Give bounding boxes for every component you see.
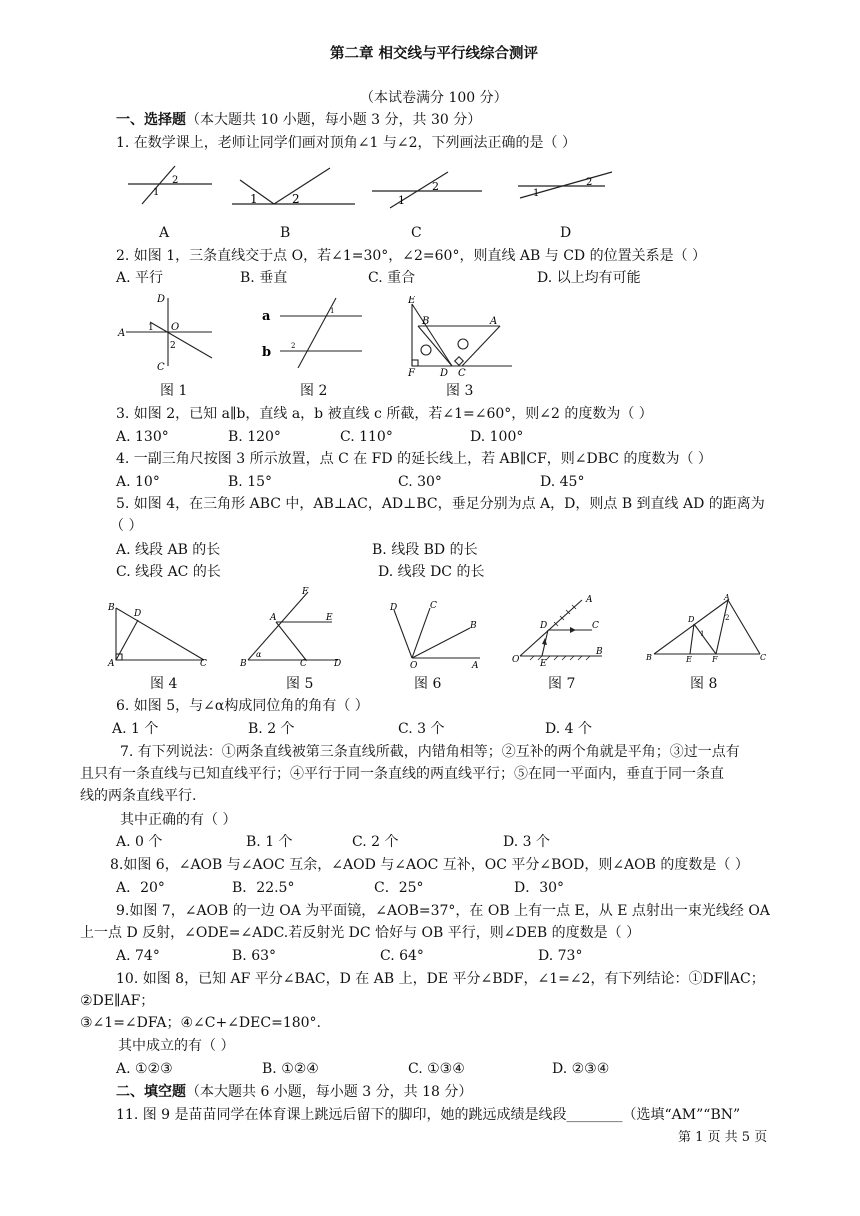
svg-text:E: E — [326, 613, 333, 623]
svg-text:E: E — [686, 655, 692, 664]
figure-4-caption: 图 4 — [150, 676, 178, 692]
question-10-line-2: ②DE∥AF； — [80, 993, 155, 1009]
svg-text:2: 2 — [725, 614, 730, 622]
figure-5 — [236, 586, 348, 668]
svg-text:α: α — [256, 650, 262, 659]
svg-text:A: A — [118, 328, 126, 339]
q1d-angle-1: 1 — [533, 188, 540, 199]
q1-option-b: B — [280, 225, 291, 241]
q9-option-d: D. 73° — [538, 948, 583, 964]
q3-option-b: B. 120° — [228, 429, 281, 445]
svg-text:F: F — [302, 587, 309, 597]
q5-option-b: B. 线段 BD 的长 — [372, 542, 478, 558]
q9-option-c: C. 64° — [380, 948, 424, 964]
q7-option-d: D. 3 个 — [503, 834, 550, 850]
svg-text:E: E — [540, 659, 547, 666]
q8-option-d: D．30° — [514, 880, 565, 896]
q4-option-c: C. 30° — [398, 474, 442, 490]
svg-text:D: D — [390, 603, 398, 613]
q10-option-b: B. ①②④ — [262, 1061, 319, 1077]
q8-option-a: A．20° — [116, 880, 165, 896]
figure-7-caption: 图 7 — [548, 676, 576, 692]
svg-text:D: D — [440, 368, 449, 378]
question-2: 2. 如图 1，三条直线交于点 O，若∠1=30°，∠2=60°，则直线 AB 与 CD 的位置关系是（ ） — [116, 248, 707, 264]
q9-option-a: A. 74° — [116, 948, 160, 964]
figure-4 — [104, 598, 214, 670]
svg-text:D: D — [157, 294, 166, 305]
question-8: 8.如图 6，∠AOB 与∠AOC 互余，∠AOD 与∠AOC 互补，OC 平分∠BOD，则∠AOB 的度数是（ ） — [110, 857, 749, 873]
q1-option-a: A — [159, 225, 170, 241]
section-2-heading — [116, 1082, 472, 1102]
svg-text:A: A — [108, 659, 115, 669]
svg-text:2: 2 — [170, 341, 176, 351]
q8-option-c: C．25° — [374, 880, 424, 896]
q1-figure-c — [372, 172, 482, 208]
svg-text:A: A — [270, 613, 277, 623]
page-subtitle: （本试卷满分 100 分） — [360, 90, 508, 106]
figure-3 — [404, 296, 516, 378]
question-4: 4. 一副三角尺按图 3 所示放置，点 C 在 FD 的延长线上，若 AB∥CF，则∠DBC 的度数为（ ） — [116, 451, 712, 467]
svg-text:1: 1 — [330, 307, 335, 315]
svg-text:2: 2 — [291, 342, 296, 350]
svg-text:C: C — [200, 659, 207, 669]
figure-5-caption: 图 5 — [286, 676, 314, 692]
svg-text:C: C — [458, 368, 466, 378]
question-5-line-2: （ ） — [110, 518, 143, 534]
svg-text:C: C — [430, 601, 437, 611]
q7-option-b: B. 1 个 — [246, 834, 293, 850]
svg-text:C: C — [592, 621, 599, 631]
question-11: 11. 图 9 是苗苗同学在体育课上跳远后留下的脚印，她的跳远成绩是线段________（选填“AM”“BN” — [116, 1107, 741, 1123]
svg-text:C: C — [300, 659, 307, 668]
question-7-line-3: 线的两条直线平行. — [80, 788, 197, 804]
svg-text:O: O — [512, 655, 520, 665]
question-9-line-2: 上一点 D 反射，∠ODE=∠ADC.若反射光 DC 恰好与 OB 平行，则∠DEB 的度数是（ ） — [80, 925, 641, 941]
q8-option-b: B．22.5° — [232, 880, 295, 896]
question-7-line-1: 7. 有下列说法：①两条直线被第三条直线所截，内错角相等；②互补的两个角就是平角；③过一点有 — [120, 744, 740, 760]
q1a-angle-1: 1 — [153, 187, 160, 198]
q2-option-b: B. 垂直 — [240, 270, 288, 286]
q5-option-c: C. 线段 AC 的长 — [116, 564, 221, 580]
q3-option-a: A. 130° — [116, 429, 169, 445]
svg-text:F: F — [408, 368, 415, 378]
svg-text:1: 1 — [148, 323, 154, 333]
q1-option-d: D — [560, 225, 572, 241]
q3-option-c: C. 110° — [340, 429, 393, 445]
q6-option-a: A. 1 个 — [112, 721, 159, 737]
q5-option-d: D. 线段 DC 的长 — [378, 564, 485, 580]
question-10-line-4: 其中成立的有（ ） — [118, 1038, 235, 1054]
q6-option-b: B. 2 个 — [248, 721, 295, 737]
svg-text:B: B — [240, 659, 247, 668]
figure-7 — [510, 594, 610, 666]
question-10-line-3: ③∠1=∠DFA；④∠C+∠DEC=180°. — [80, 1015, 321, 1031]
question-5-line-1: 5. 如图 4，在三角形 ABC 中，AB⊥AC，AD⊥BC，垂足分别为点 A，D，则点 B 到直线 AD 的距离为 — [116, 496, 765, 512]
figure-2 — [258, 296, 368, 368]
svg-text:E: E — [408, 296, 416, 306]
svg-text:D: D — [134, 609, 142, 619]
svg-text:1: 1 — [700, 630, 705, 638]
q1-figure-a — [128, 166, 212, 204]
q7-option-c: C. 2 个 — [352, 834, 399, 850]
figure-8-caption: 图 8 — [690, 676, 718, 692]
question-1: 1. 在数学课上，老师让同学们画对顶角∠1 与∠2，下列画法正确的是（ ） — [116, 135, 576, 151]
svg-text:B: B — [596, 647, 603, 657]
svg-text:A: A — [586, 595, 593, 605]
q3-option-d: D. 100° — [470, 429, 524, 445]
svg-text:C: C — [157, 362, 165, 372]
svg-text:A: A — [490, 316, 498, 327]
question-7-line-2: 且只有一条直线与已知直线平行；④平行于同一条直线的两直线平行；⑤在同一平面内，垂直于同一条直 — [80, 766, 724, 782]
section-2-note: （本大题共 6 小题，每小题 3 分，共 18 分） — [186, 1084, 473, 1100]
svg-text:A: A — [472, 661, 479, 670]
q2-option-c: C. 重合 — [368, 270, 416, 286]
q4-option-d: D. 45° — [540, 474, 585, 490]
section-2-title: 二、填空题 — [116, 1084, 186, 1100]
question-7-line-4: 其中正确的有（ ） — [120, 812, 237, 828]
q2-option-a: A. 平行 — [116, 270, 164, 286]
q9-option-b: B. 63° — [232, 948, 277, 964]
figure-2-caption: 图 2 — [300, 383, 328, 399]
figure-8 — [644, 592, 768, 664]
svg-text:b: b — [262, 345, 272, 360]
figure-1-caption: 图 1 — [160, 383, 188, 399]
q1c-angle-2: 2 — [432, 180, 439, 193]
q4-option-a: A. 10° — [116, 474, 160, 490]
question-3: 3. 如图 2，已知 a∥b，直线 a，b 被直线 c 所截，若∠1=∠60°，则∠2 的度数为（ ） — [116, 406, 653, 422]
q1-option-c: C — [411, 225, 422, 241]
q10-option-a: A. ①②③ — [116, 1061, 173, 1077]
svg-text:O: O — [410, 661, 418, 670]
q5-option-a: A. 线段 AB 的长 — [116, 542, 221, 558]
figure-1 — [110, 292, 220, 372]
svg-text:O: O — [171, 322, 180, 333]
q1c-angle-1: 1 — [398, 194, 405, 207]
q4-option-b: B. 15° — [228, 474, 273, 490]
q2-option-d: D. 以上均有可能 — [537, 270, 641, 286]
page-number: 第 1 页 共 5 页 — [678, 1130, 768, 1145]
svg-text:B: B — [646, 653, 652, 662]
q1b-angle-2: 2 — [292, 192, 300, 206]
q1a-angle-2: 2 — [172, 175, 179, 186]
svg-text:C: C — [760, 653, 767, 662]
section-1-note: （本大题共 10 小题，每小题 3 分，共 30 分） — [186, 112, 482, 128]
figure-6-caption: 图 6 — [414, 676, 442, 692]
figure-3-caption: 图 3 — [446, 383, 474, 399]
q6-option-c: C. 3 个 — [398, 721, 445, 737]
q1b-angle-1: 1 — [250, 192, 258, 206]
q1-option-figures — [120, 158, 680, 218]
q10-option-c: C. ①③④ — [408, 1061, 465, 1077]
svg-text:A: A — [724, 593, 730, 602]
svg-text:F: F — [712, 655, 718, 664]
svg-text:B: B — [422, 316, 430, 327]
svg-text:D: D — [540, 621, 548, 631]
svg-text:B: B — [108, 603, 115, 613]
svg-text:a: a — [262, 309, 271, 324]
question-10-line-1: 10. 如图 8，已知 AF 平分∠BAC，D 在 AB 上，DE 平分∠BDF，∠1=∠2，有下列结论：①DF∥AC； — [116, 971, 765, 987]
q6-option-d: D. 4 个 — [545, 721, 592, 737]
q1d-angle-2: 2 — [586, 177, 593, 188]
q7-option-a: A. 0 个 — [116, 834, 163, 850]
page-title: 第二章 相交线与平行线综合测评 — [330, 46, 539, 62]
question-6: 6. 如图 5，与∠α构成同位角的角有（ ） — [116, 698, 369, 714]
svg-text:D: D — [334, 659, 342, 668]
section-1-heading — [116, 110, 481, 130]
svg-text:B: B — [470, 621, 477, 631]
svg-text:D: D — [688, 615, 695, 624]
figure-6 — [384, 598, 484, 670]
question-9-line-1: 9.如图 7，∠AOB 的一边 OA 为平面镜，∠AOB=37°，在 OB 上有一点 E，从 E 点射出一束光线经 OA — [116, 903, 770, 919]
section-1-title: 一、选择题 — [116, 112, 186, 128]
q10-option-d: D. ②③④ — [552, 1061, 610, 1077]
